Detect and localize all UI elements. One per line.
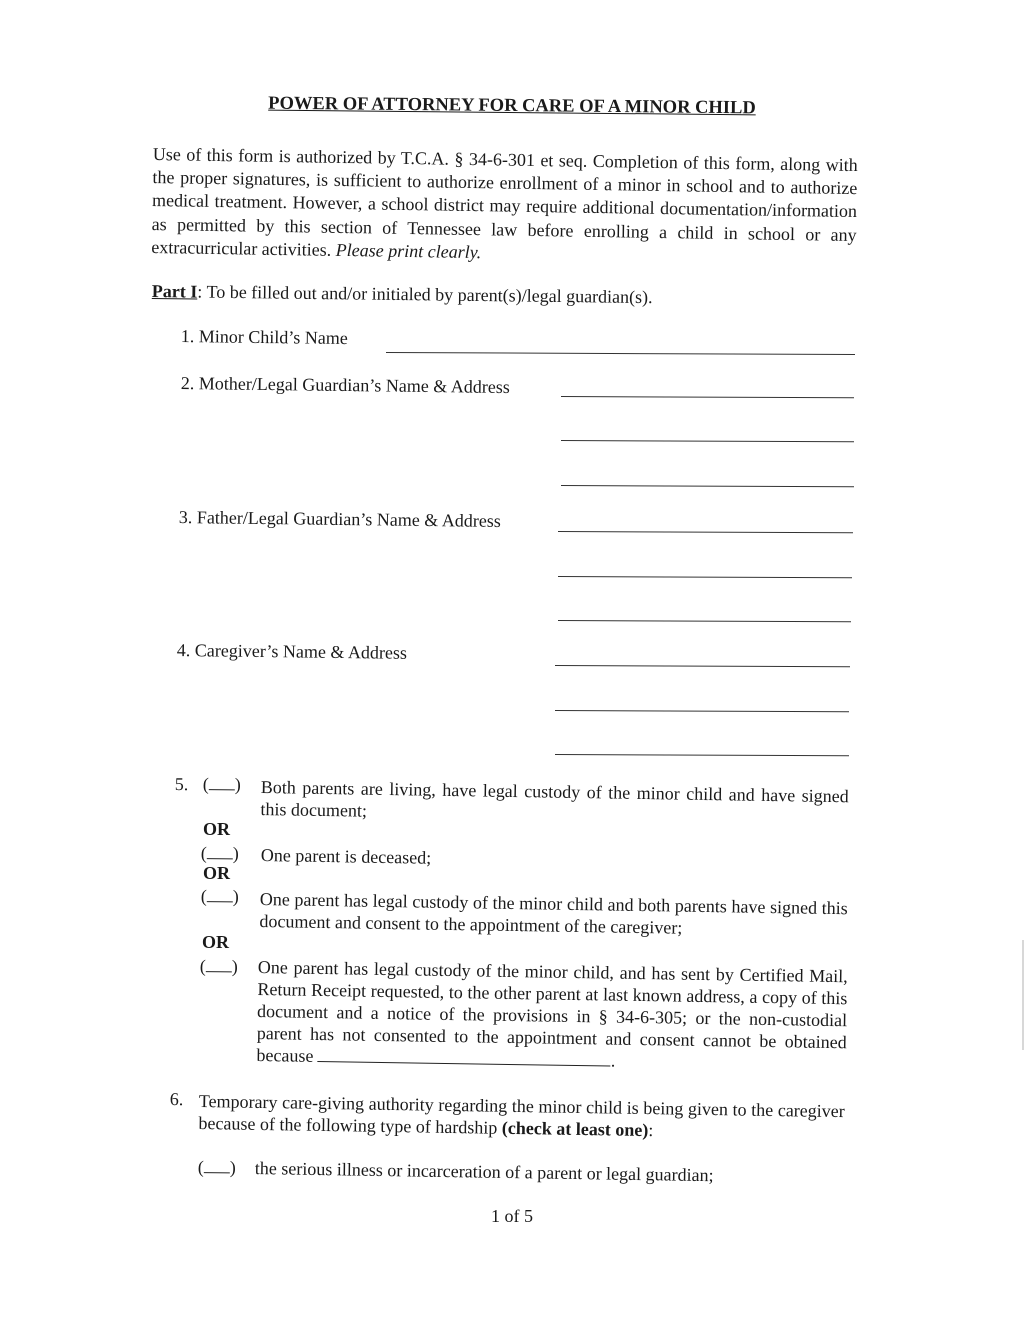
item-5-option-3-checkbox[interactable]: ( )	[200, 886, 239, 907]
caregiver-address-line-2[interactable]	[555, 754, 849, 756]
item-6-text	[198, 1090, 845, 1144]
intro-text: Use of this form is authorized by T.C.A. § 34-6-301 et seq. Completion of this form, along with the proper signatures, is sufficient to authorize enrollment of a minor in school and to authorize medical treatment. However, a school district may require additional documentation/information as permitted by this section of Tennessee law before enrolling a child in school or any extracurricular activities.	[151, 143, 858, 260]
item-5-option-2-text: One parent is deceased;	[260, 844, 432, 868]
or-label-1: OR	[203, 819, 230, 839]
minor-child-name-field[interactable]	[386, 352, 855, 355]
item-mother-name-label: 2. Mother/Legal Guardian’s Name & Address	[180, 373, 510, 398]
mother-name-field[interactable]	[561, 396, 854, 398]
caregiver-name-field[interactable]	[555, 665, 850, 667]
item-6-bold: (check at least one)	[501, 1117, 649, 1141]
item-6-option-1-text: the serious illness or incarceration of a parent or legal guardian;	[254, 1157, 714, 1186]
father-address-line-2[interactable]	[558, 620, 851, 622]
page-title: POWER OF ATTORNEY FOR CARE OF A MINOR CHILD	[268, 93, 756, 119]
item-6-option-1-checkbox[interactable]: ( )	[197, 1157, 236, 1178]
item-6-number: 6.	[169, 1089, 184, 1110]
item-5-option-4-checkbox[interactable]: ( )	[199, 956, 238, 977]
reason-field[interactable]	[318, 1046, 611, 1067]
item-father-name-label: 3. Father/Legal Guardian’s Name & Address	[178, 507, 501, 531]
item-5-option-2-checkbox[interactable]: ( )	[200, 843, 239, 864]
item-5-option-3-text: One parent has legal custody of the minor child and both parents have signed this document and consent to the appointment of the caregiver;	[259, 888, 848, 938]
item-5-option-1-checkbox[interactable]: ( )	[202, 774, 241, 795]
or-label-3: OR	[202, 932, 229, 952]
item-5-option-4-end: .	[610, 1050, 616, 1071]
item-6-body: Temporary care-giving authority regarding the minor child is being given to the caregiver because of the following type of hardship	[198, 1090, 845, 1138]
item-minor-child-name-label: 1. Minor Child’s Name	[180, 326, 348, 349]
father-name-field[interactable]	[558, 531, 853, 533]
mother-address-line-2[interactable]	[561, 485, 854, 487]
item-5-option-4-text	[256, 956, 848, 1075]
item-caregiver-name-label: 4. Caregiver’s Name & Address	[176, 640, 408, 663]
item-5-option-1-text: Both parents are living, have legal custody of the minor child and have signed this document;	[260, 776, 849, 821]
page-number: 1 of 5	[491, 1206, 533, 1226]
caregiver-address-line-1[interactable]	[555, 710, 849, 712]
or-label-2: OR	[203, 863, 230, 883]
part-one-heading	[152, 281, 653, 308]
father-address-line-1[interactable]	[558, 576, 852, 578]
mother-address-line-1[interactable]	[561, 440, 854, 442]
item-5-option-4-body: One parent has legal custody of the minor child, and has sent by Certified Mail, Return Receipt requested, to the other parent at last known address, a copy of this document and a notice of the provisions in § 34-6-305; or the non-custodial parent has not consented to the appointment and consent cannot be obtained because	[256, 956, 848, 1066]
item-6-colon: :	[648, 1120, 654, 1141]
item-5-number: 5.	[174, 774, 189, 795]
intro-emphasis: Please print clearly.	[335, 239, 482, 262]
part-one-text: : To be filled out and/or initialed by parent(s)/legal guardian(s).	[197, 281, 653, 308]
intro-paragraph	[151, 143, 858, 270]
part-one-label: Part I	[151, 281, 198, 302]
